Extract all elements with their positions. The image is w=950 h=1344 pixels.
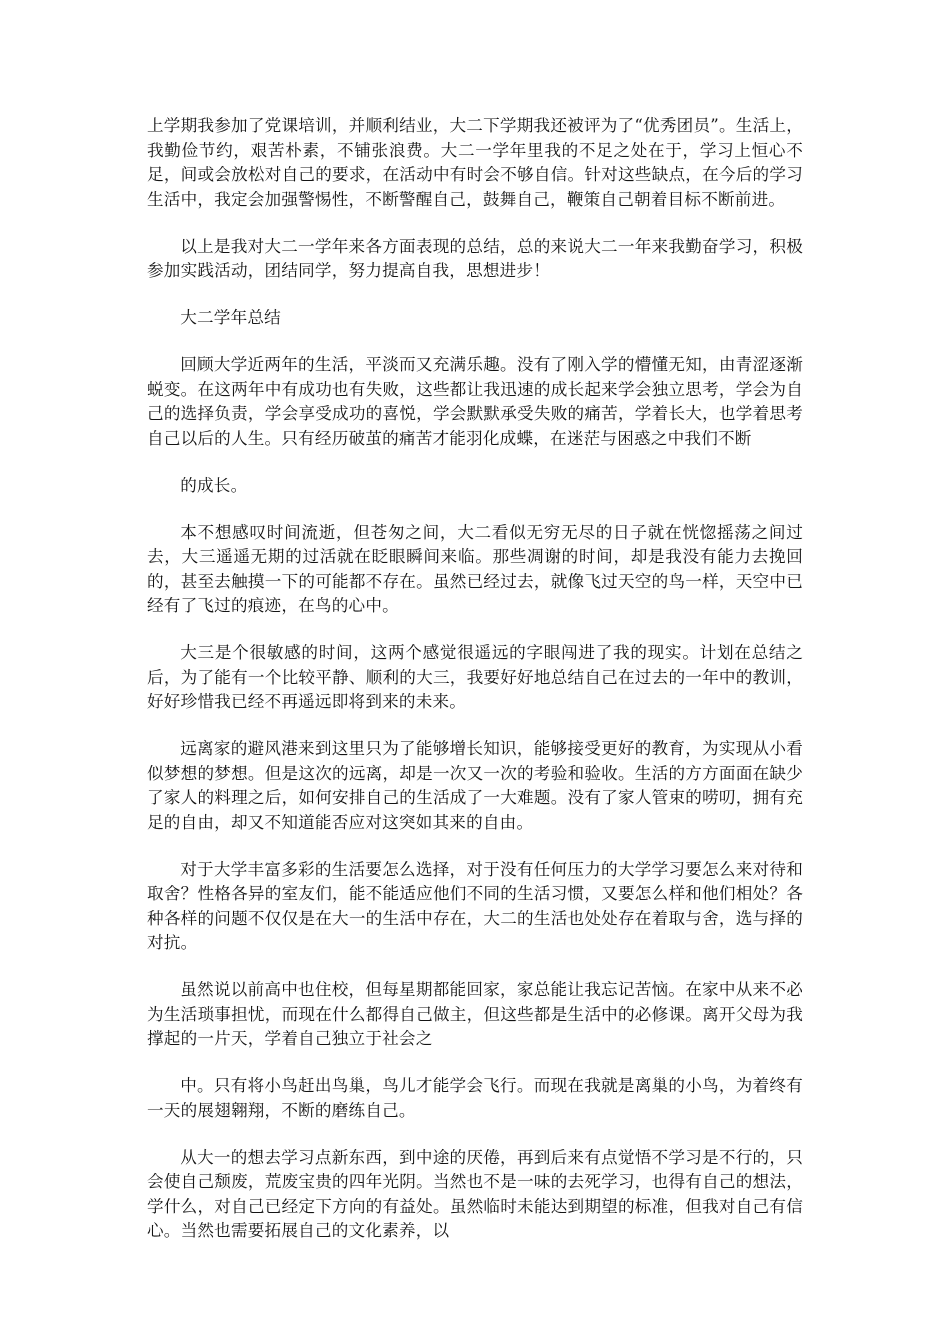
paragraph-8: 对于大学丰富多彩的生活要怎么选择，对于没有任何压力的大学学习要怎么来对待和取舍？性格各异的室友们，能不能适应他们不同的生活习惯，又要怎么样和他们相处？各种各样的问题不仅仅是在大一的生活中存在，大二的生活也处处存在着取与舍，选与择的对抗。 xyxy=(147,859,803,952)
paragraph-9: 虽然说以前高中也住校，但每星期都能回家，家总能让我忘记苦恼。在家中从来不必为生活琐事担忧，而现在什么都得自己做主，但这些都是生活中的必修课。离开父母为我撑起的一片天，学着自己独立于社会之 xyxy=(147,980,803,1048)
section-heading: 大二学年总结 xyxy=(180,308,281,327)
document-body xyxy=(147,114,803,1266)
paragraph-3: 回顾大学近两年的生活，平淡而又充满乐趣。没有了刚入学的懵懂无知，由青涩逐渐蜕变。在这两年中有成功也有失败，这些都让我迅速的成长起来学会独立思考，学会为自己的选择负责，学会享受成功的喜悦，学会默默承受失败的痛苦，学着长大，也学着思考自己以后的人生。只有经历破茧的痛苦才能羽化成蝶，在迷茫与困惑之中我们不断 xyxy=(147,355,803,448)
paragraph-6: 大三是个很敏感的时间，这两个感觉很遥远的字眼闯进了我的现实。计划在总结之后，为了能有一个比较平静、顺利的大三，我要好好地总结自己在过去的一年中的教训，好好珍惜我已经不再遥远即将到来的未来。 xyxy=(147,643,803,711)
paragraph-2: 以上是我对大二一学年来各方面表现的总结，总的来说大二一年来我勤奋学习，积极参加实践活动，团结同学，努力提高自我，思想进步！ xyxy=(147,236,803,280)
paragraph-11: 从大一的想去学习点新东西，到中途的厌倦，再到后来有点觉悟不学习是不行的，只会使自己颓废，荒废宝贵的四年光阴。当然也不是一味的去死学习，也得有自己的想法，学什么，对自己已经定下方向的有益处。虽然临时未能达到期望的标准，但我对自己有信心。当然也需要拓展自己的文化素养，以 xyxy=(147,1147,803,1240)
paragraph-4: 的成长。 xyxy=(180,475,248,495)
paragraph-7: 远离家的避风港来到这里只为了能够增长知识，能够接受更好的教育，为实现从小看似梦想的梦想。但是这次的远离，却是一次又一次的考验和验收。生活的方方面面在缺少了家人的料理之后，如何安排自己的生活成了一大难题。没有了家人管束的唠叨，拥有充足的自由，却又不知道能否应对这突如其来的自由。 xyxy=(147,739,803,832)
paragraph-1: 上学期我参加了党课培训，并顺利结业，大二下学期我还被评为了“优秀团员”。生活上，我勤俭节约，艰苦朴素，不铺张浪费。大二一学年里我的不足之处在于，学习上恒心不足，间或会放松对自己的要求，在活动中有时会不够自信。针对这些缺点，在今后的学习生活中，我定会加强警惕性，不断警醒自己，鼓舞自己，鞭策自己朝着目标不断前进。 xyxy=(147,116,803,209)
paragraph-10: 中。只有将小鸟赶出鸟巢，鸟儿才能学会飞行。而现在我就是离巢的小鸟，为着终有一天的展翅翱翔，不断的磨练自己。 xyxy=(147,1076,803,1120)
paragraph-5: 本不想感叹时间流逝，但苍匆之间，大二看似无穷无尽的日子就在恍惚摇荡之间过去，大三遥遥无期的过活就在眨眼瞬间来临。那些凋谢的时间，却是我没有能力去挽回的，甚至去触摸一下的可能都不存在。虽然已经过去，就像飞过天空的鸟一样，天空中已经有了飞过的痕迹，在鸟的心中。 xyxy=(147,522,803,615)
